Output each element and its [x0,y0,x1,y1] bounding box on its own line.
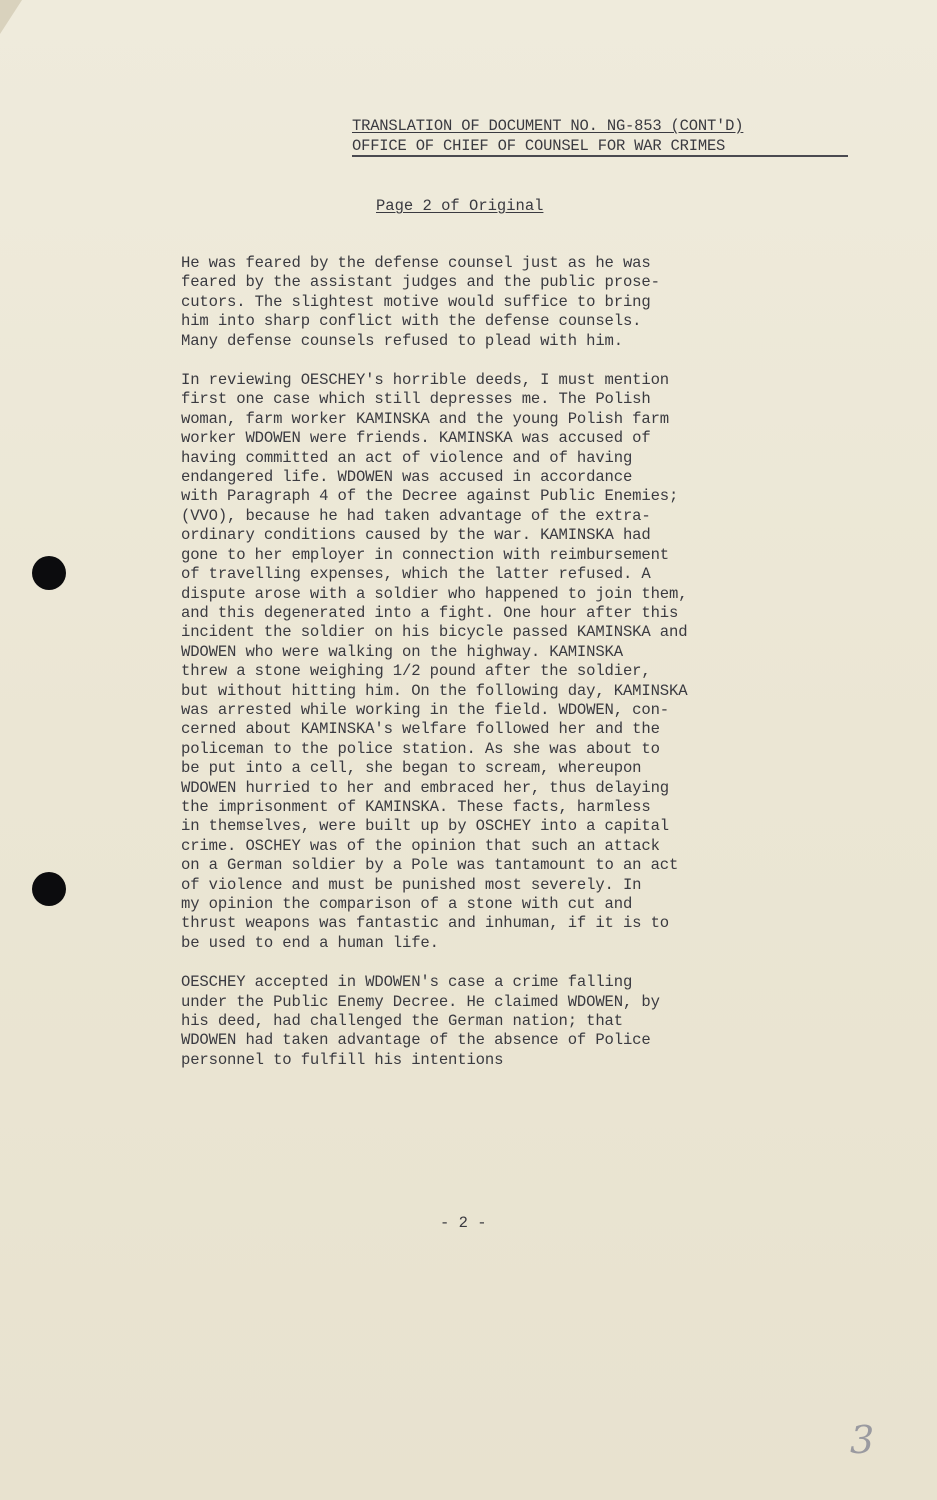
text-line: policeman to the police station. As she was about to [181,739,660,758]
text-line: under the Public Enemy Decree. He claimed WDOWEN, by [181,992,660,1011]
page-number: - 2 - [440,1214,487,1232]
text-line: (VVO), because he had taken advantage of the extra- [181,506,651,525]
text-line: of travelling expenses, which the latter refused. A [181,565,651,584]
text-line: was arrested while working in the field. WDOWEN, con- [181,700,670,719]
text-line: him into sharp conflict with the defense counsels. [181,312,642,331]
document-header [352,116,852,156]
text-line: cutors. The slightest motive would suffice to bring [181,292,651,311]
text-line: endangered life. WDOWEN was accused in accordance [181,468,633,487]
paragraph [181,371,841,953]
paragraph [181,973,841,1070]
header-underline [352,155,848,157]
text-line: dispute arose with a soldier who happened to join them, [181,584,688,603]
text-line: my opinion the comparison of a stone with cut and [181,895,633,913]
text-line: threw a stone weighing 1/2 pound after the soldier, [181,662,651,681]
text-line: In reviewing OESCHEY's horrible deeds, I must mention [181,371,670,390]
text-line: crime. OSCHEY was of the opinion that such an attack [181,836,660,855]
text-line: worker WDOWEN were friends. KAMINSKA was accused of [181,429,651,448]
handwritten-page-mark: 3 [850,1418,875,1462]
text-line: in themselves, were built up by OSCHEY into a capital [181,817,670,836]
text-line: WDOWEN hurried to her and embraced her, thus delaying [181,778,670,797]
text-line: WDOWEN had taken advantage of the absence of Police [181,1031,651,1050]
text-line: of violence and must be punished most severely. In [181,875,642,894]
body-text [181,254,841,1090]
text-line: ordinary conditions caused by the war. KAMINSKA had [181,526,651,545]
page-of-original-heading: Page 2 of Original [376,197,544,215]
text-line: having committed an act of violence and of having [181,448,633,467]
text-line: Many defense counsels refused to plead with him. [181,331,623,350]
punch-hole [32,872,66,906]
punch-hole [32,556,66,590]
text-line: WDOWEN who were walking on the highway. KAMINSKA [181,642,623,661]
folded-corner [0,0,22,34]
text-line: woman, farm worker KAMINSKA and the young Polish farm [181,409,670,428]
text-line: but without hitting him. On the following day, KAMINSKA [181,681,688,700]
text-line: gone to her employer in connection with reimbursement [181,545,670,564]
text-line: personnel to fulfill his intentions [181,1050,504,1069]
text-line: be put into a cell, she began to scream, whereupon [181,759,642,778]
text-line: thrust weapons was fantastic and inhuman, if it is to [181,914,670,933]
text-line: He was feared by the defense counsel just as he was [181,254,651,272]
text-line: incident the soldier on his bicycle passed KAMINSKA and [181,623,688,642]
text-line: feared by the assistant judges and the public prose- [181,273,660,292]
header-office-line: OFFICE OF CHIEF OF COUNSEL FOR WAR CRIMES [352,137,726,155]
text-line: with Paragraph 4 of the Decree against Public Enemies; [181,487,679,506]
text-line: and this degenerated into a fight. One hour after this [181,603,679,622]
paragraph [181,254,841,351]
text-line: OESCHEY accepted in WDOWEN's case a crime falling [181,973,633,992]
text-line: the imprisonment of KAMINSKA. These facts, harmless [181,797,651,816]
text-line: be used to end a human life. [181,933,439,952]
header-translation-line: TRANSLATION OF DOCUMENT NO. NG-853 (CONT'D) [352,117,744,135]
text-line: his deed, had challenged the German nation; that [181,1012,623,1031]
text-line: cerned about KAMINSKA's welfare followed her and the [181,720,660,739]
text-line: first one case which still depresses me. The Polish [181,390,651,409]
text-line: on a German soldier by a Pole was tantamount to an act [181,856,679,875]
